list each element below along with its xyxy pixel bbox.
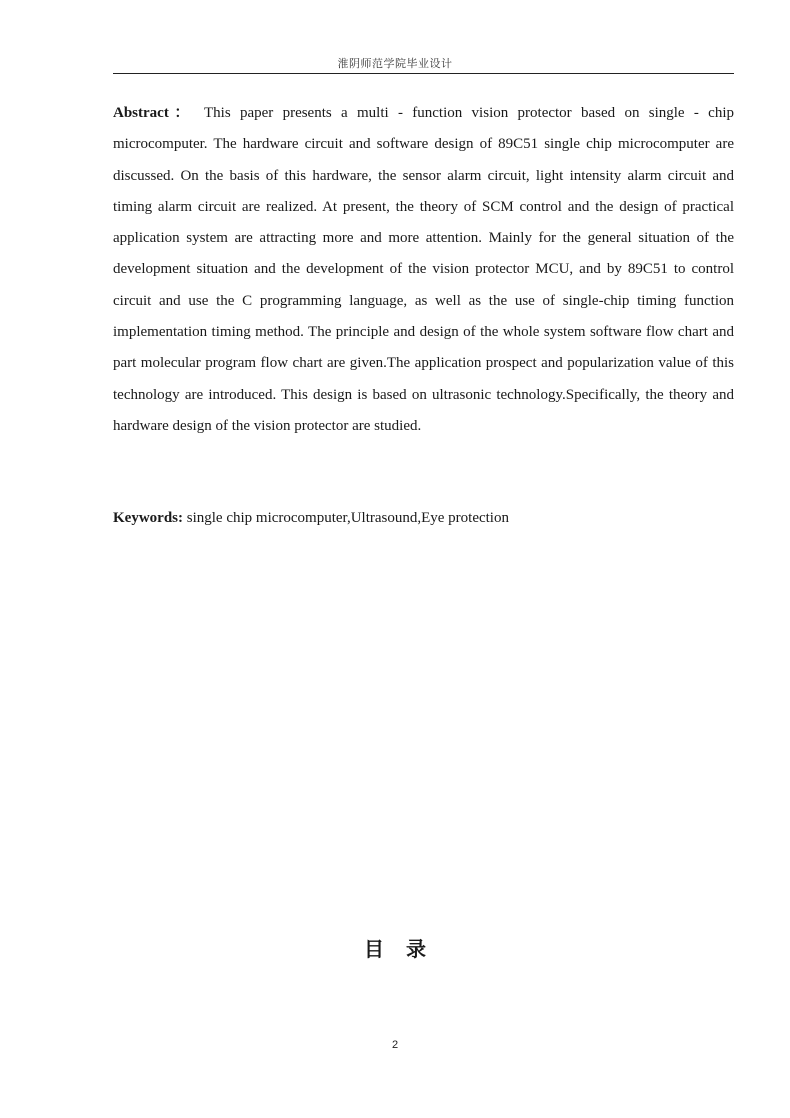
page-header: 淮阴师范学院毕业设计	[337, 57, 453, 70]
page-number: 2	[391, 1039, 399, 1051]
keywords-label: Keywords:	[113, 510, 183, 526]
keywords-line	[113, 507, 734, 529]
header-divider	[113, 73, 734, 74]
keywords-text: single chip microcomputer,Ultrasound,Eye protection	[186, 510, 509, 526]
toc-heading: 目录	[364, 937, 448, 961]
abstract-paragraph	[113, 98, 734, 442]
abstract-text: This paper presents a multi - function vision protector based on single - chip microcomputer. The hardware circuit and software design of 89C51 single chip microcomputer are discussed. On the basis of this hardware, the sensor alarm circuit, light intensity alarm circuit and timing alarm circuit are realized. At present, the theory of SCM control and the design of practical application system are attracting more and more attention. Mainly for the general situation of the development situation and the development of the vision protector MCU, and by 89C51 to control circuit and use the C programming language, as well as the use of single-chip timing function implementation timing method. The principle and design of the whole system software flow chart and part molecular program flow chart are given.The application prospect and popularization value of this technology are introduced. This design is based on ultrasonic technology.Specifically, the theory and hardware design of the vision protector are studied.	[113, 105, 735, 434]
abstract-label: Abstract：	[113, 105, 195, 121]
